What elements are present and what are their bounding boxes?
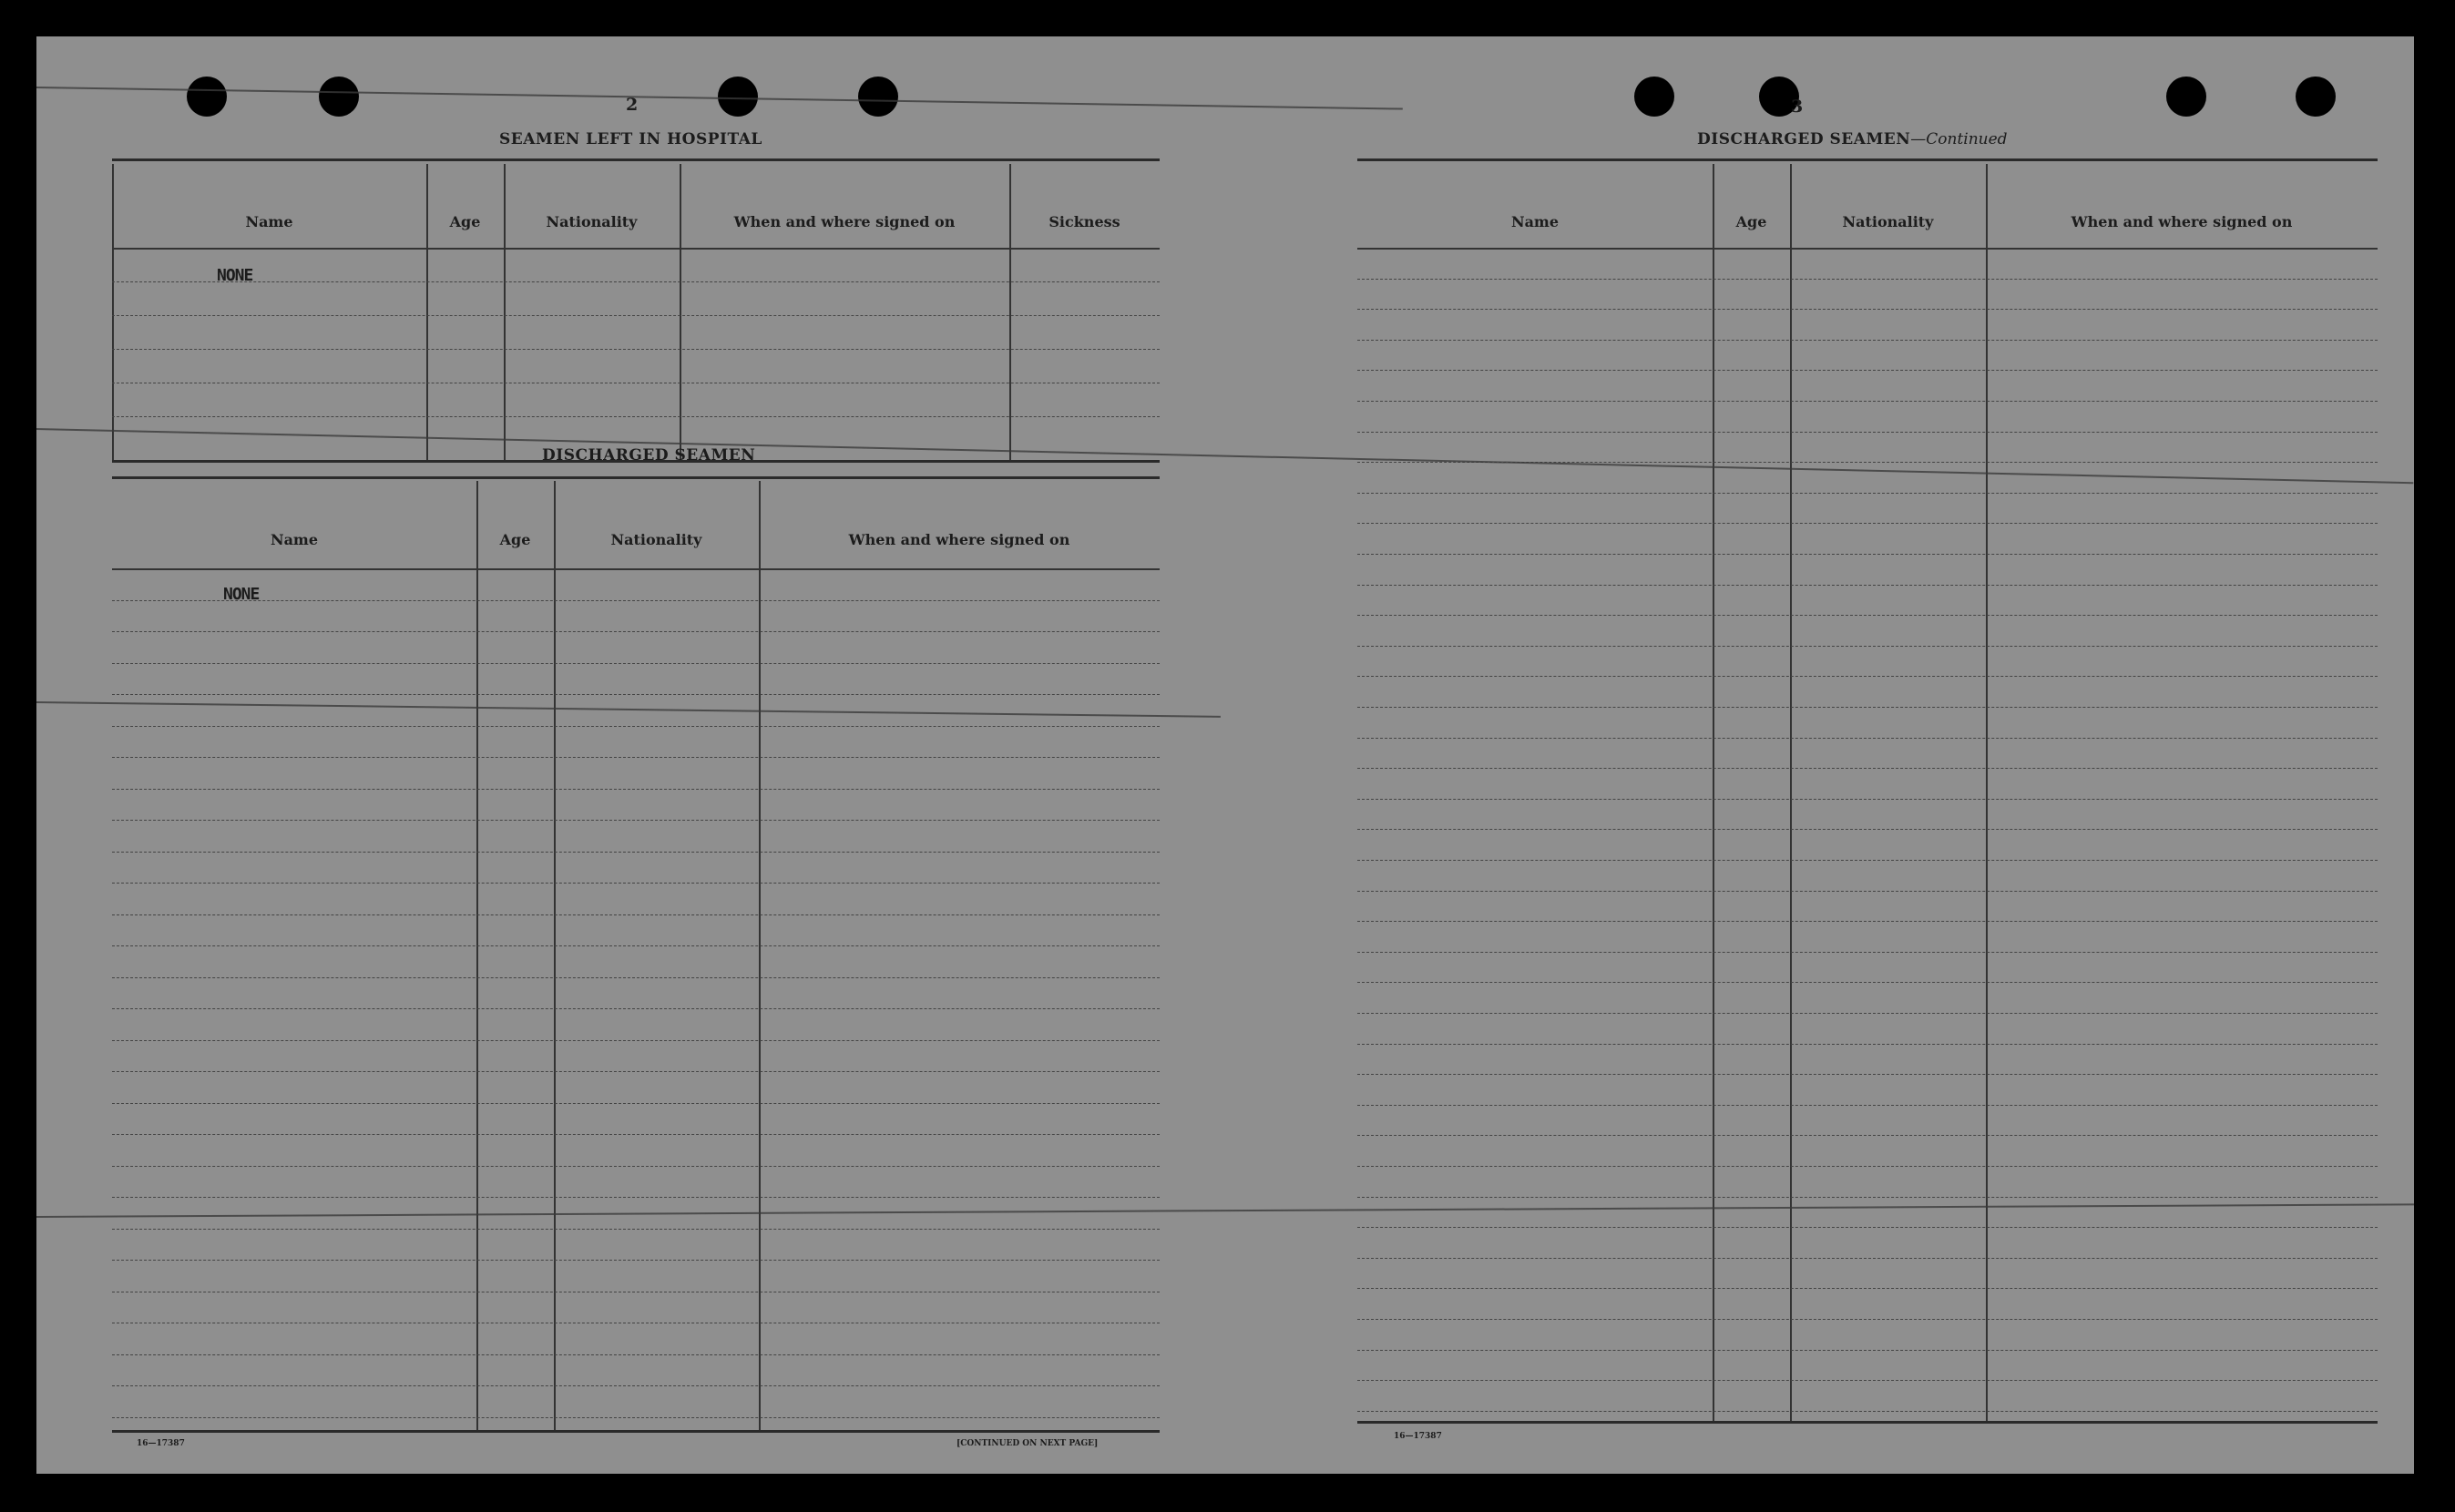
- ruled-line: [1357, 585, 2378, 586]
- ruled-line: [112, 694, 1160, 695]
- ruled-line: [112, 663, 1160, 664]
- ruled-line: [112, 883, 1160, 884]
- ruled-line: [1357, 1074, 2378, 1075]
- section-rule: [1357, 1421, 2378, 1424]
- ruled-line: [112, 248, 1160, 250]
- punch-hole: [858, 77, 898, 117]
- ruled-line: [112, 852, 1160, 853]
- ruled-line: [1357, 1258, 2378, 1259]
- ruled-line: [1357, 554, 2378, 555]
- ruled-line: [1357, 432, 2378, 433]
- ruled-line: [112, 977, 1160, 978]
- punch-hole: [187, 77, 227, 117]
- ruled-line: [1357, 493, 2378, 494]
- ruled-line: [112, 1260, 1160, 1261]
- ruled-line: [112, 726, 1160, 727]
- ruled-line: [1357, 340, 2378, 341]
- ruled-line: [1357, 676, 2378, 677]
- left-page: [36, 36, 1257, 1474]
- ruled-line: [1357, 1319, 2378, 1320]
- ruled-line: [112, 1385, 1160, 1386]
- continued-note: [CONTINUED ON NEXT PAGE]: [956, 1439, 1099, 1448]
- ruled-line: [112, 281, 1160, 282]
- discharged-table-right: [1357, 164, 2378, 1421]
- ruled-line: [1357, 1105, 2378, 1106]
- ruled-line: [1357, 738, 2378, 739]
- ruled-line: [1357, 952, 2378, 953]
- ruled-line: [112, 349, 1160, 350]
- form-number: 16—17387: [1394, 1432, 1442, 1441]
- ruled-line: [1357, 1227, 2378, 1228]
- section-rule: [112, 1430, 1160, 1433]
- ruled-line: [1357, 1288, 2378, 1289]
- column-header: When and where signed on: [2071, 213, 2293, 230]
- ruled-line: [112, 1229, 1160, 1230]
- ruled-line: [112, 1103, 1160, 1104]
- ruled-line: [1357, 1044, 2378, 1045]
- ruled-line: [1357, 1350, 2378, 1351]
- page-number: 2: [626, 95, 639, 115]
- document-sheet: [36, 36, 2414, 1474]
- punch-hole: [2296, 77, 2336, 117]
- ruled-line: [112, 914, 1160, 915]
- ruled-line: [112, 631, 1160, 632]
- ruled-line: [112, 1008, 1160, 1009]
- ruled-line: [112, 1071, 1160, 1072]
- ruled-line: [1357, 248, 2378, 250]
- ruled-line: [1357, 1013, 2378, 1014]
- ruled-line: [112, 1040, 1160, 1041]
- ruled-line: [1357, 370, 2378, 371]
- section-rule: [1357, 158, 2378, 161]
- ruled-line: [1357, 646, 2378, 647]
- ruled-line: [1357, 523, 2378, 524]
- punch-hole: [319, 77, 359, 117]
- ruled-line: [112, 1354, 1160, 1355]
- column-header: Name: [270, 531, 319, 548]
- ruled-line: [1357, 1166, 2378, 1167]
- ruled-line: [1357, 1411, 2378, 1412]
- right-page: [1257, 36, 2414, 1474]
- column-header: Name: [245, 213, 293, 230]
- column-header: Age: [499, 531, 531, 548]
- page-number: 3: [1791, 97, 1804, 117]
- ruled-line: [1357, 1380, 2378, 1381]
- ruled-line: [1357, 279, 2378, 280]
- ruled-line: [1357, 982, 2378, 983]
- ruled-line: [112, 1134, 1160, 1135]
- ruled-line: [112, 568, 1160, 570]
- column-header: When and where signed on: [733, 213, 956, 230]
- ruled-line: [1357, 1135, 2378, 1136]
- column-header: When and where signed on: [848, 531, 1070, 548]
- column-header: Age: [1735, 213, 1767, 230]
- ruled-line: [1357, 707, 2378, 708]
- hospital-entry-none: NONE: [217, 266, 253, 285]
- ruled-line: [1357, 615, 2378, 616]
- discharged-section-title: DISCHARGED SEAMEN: [542, 446, 756, 465]
- column-header: Nationality: [546, 213, 638, 230]
- section-rule: [112, 476, 1160, 479]
- ruled-line: [1357, 309, 2378, 310]
- column-header: Age: [449, 213, 481, 230]
- punch-hole: [1634, 77, 1674, 117]
- ruled-line: [1357, 891, 2378, 892]
- ruled-line: [112, 1417, 1160, 1418]
- ruled-line: [112, 1166, 1160, 1167]
- punch-hole: [2166, 77, 2206, 117]
- hospital-table: [112, 164, 1160, 460]
- section-rule: [112, 158, 1160, 161]
- hospital-section-title: SEAMEN LEFT IN HOSPITAL: [499, 130, 762, 148]
- column-header: Sickness: [1048, 213, 1120, 230]
- discharged-continued-title: [1697, 130, 2008, 148]
- ruled-line: [1357, 921, 2378, 922]
- column-header: Nationality: [1842, 213, 1934, 230]
- ruled-line: [112, 820, 1160, 821]
- ruled-line: [112, 1197, 1160, 1198]
- column-header: Name: [1510, 213, 1560, 230]
- ruled-line: [1357, 829, 2378, 830]
- form-number: 16—17387: [137, 1439, 185, 1448]
- title-main: DISCHARGED SEAMEN: [1697, 130, 1911, 148]
- ruled-line: [1357, 1197, 2378, 1198]
- ruled-line: [1357, 768, 2378, 769]
- ruled-line: [112, 600, 1160, 601]
- discharged-entry-none: NONE: [223, 585, 260, 604]
- column-header: Nationality: [610, 531, 702, 548]
- ruled-line: [1357, 860, 2378, 861]
- discharged-table-left: [112, 481, 1160, 1430]
- ruled-line: [1357, 799, 2378, 800]
- ruled-line: [112, 315, 1160, 316]
- ruled-line: [1357, 401, 2378, 402]
- ruled-line: [112, 416, 1160, 417]
- ruled-line: [112, 945, 1160, 946]
- ruled-line: [112, 757, 1160, 758]
- title-continued: —Continued: [1910, 130, 2008, 148]
- ruled-line: [112, 789, 1160, 790]
